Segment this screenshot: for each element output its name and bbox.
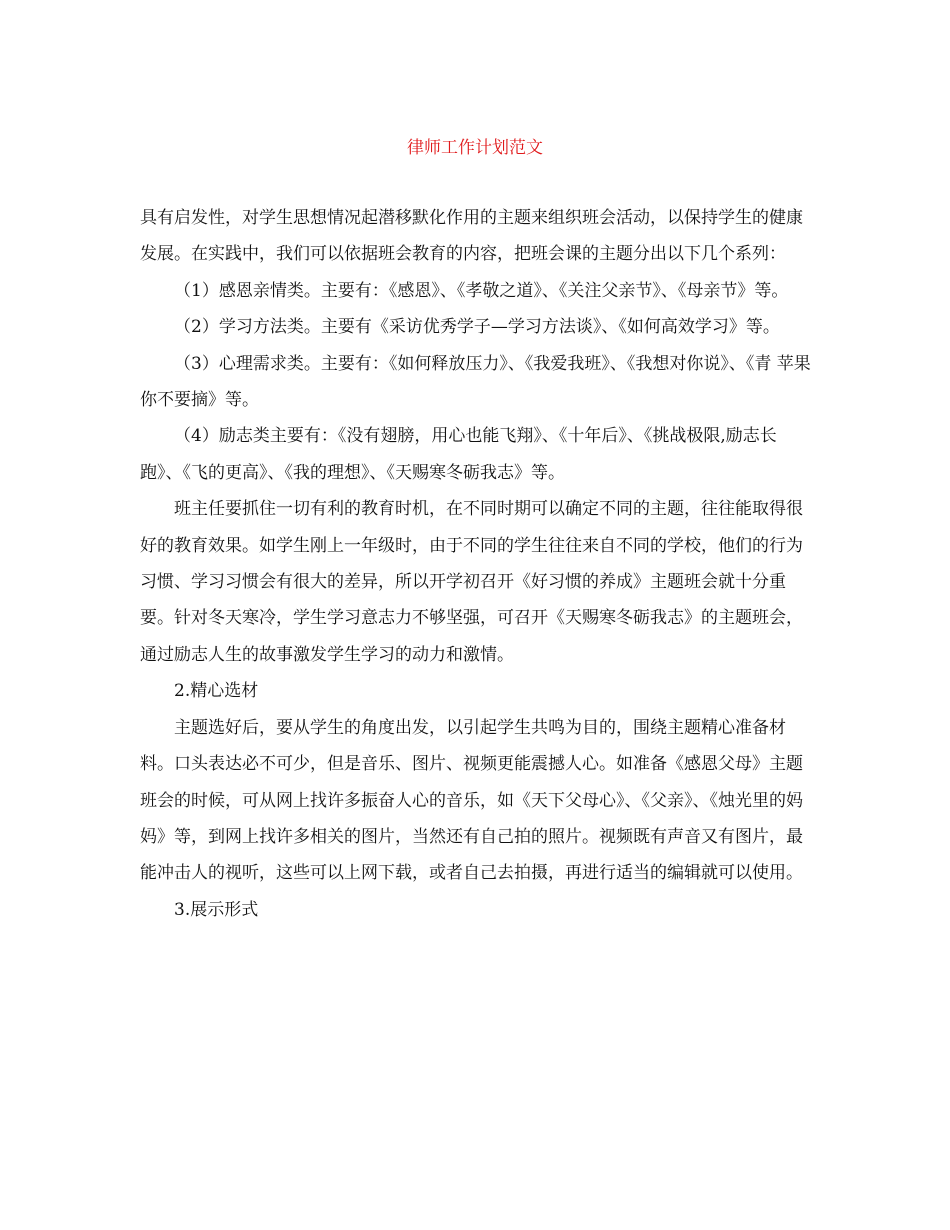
document-body: [140, 200, 812, 928]
section-heading-material: 2.精心选材: [174, 681, 259, 702]
document-title: 律师工作计划范文: [407, 138, 543, 158]
paragraph-material: 主题选好后，要从学生的角度出发，以引起学生共鸣为目的，围绕主题精心准备材料。口头表达必不可少，但是音乐、图片、视频更能震撼人心。如准备《感恩父母》主题班会的时候，可从网上找许多振奋人心的音乐，如《天下父母心》、《父亲》、《烛光里的妈妈》等，到网上找许多相关的图片，当然还有自己拍的照片。视频既有声音又有图片，最能冲击人的视听，这些可以上网下载，或者自己去拍摄，再进行适当的编辑就可以使用。: [140, 717, 803, 884]
paragraph-item-3: （3）心理需求类。主要有：《如何释放压力》、《我爱我班》、《我想对你说》、《青 苹果你不要摘》等。: [140, 353, 811, 411]
section-heading-display: 3.展示形式: [174, 899, 259, 920]
paragraph-item-1: （1）感恩亲情类。主要有：《感恩》、《孝敬之道》、《关注父亲节》、《母亲节》等。: [174, 280, 789, 301]
paragraph-intro: 具有启发性，对学生思想情况起潜移默化作用的主题来组织班会活动，以保持学生的健康发展。在实践中，我们可以依据班会教育的内容，把班会课的主题分出以下几个系列：: [140, 208, 803, 265]
paragraph-item-2: （2）学习方法类。主要有《采访优秀学子—学习方法谈》、《如何高效学习》等。: [174, 317, 780, 338]
paragraph-teacher-timing: 班主任要抓住一切有利的教育时机，在不同时期可以确定不同的主题，往往能取得很好的教育效果。如学生刚上一年级时，由于不同的学生往往来自不同的学校，他们的行为习惯、学习习惯会有很大的差异，所以开学初召开《好习惯的养成》主题班会就十分重要。针对冬天寒冷，学生学习意志力不够坚强，可召开《天赐寒冬砺我志》的主题班会，通过励志人生的故事激发学生学习的动力和激情。: [140, 499, 803, 665]
paragraph-item-4: （4）励志类主要有：《没有翅膀，用心也能飞翔》、《十年后》、《挑战极限,励志长跑》、《飞的更高》、《我的理想》、《天赐寒冬砺我志》等。: [140, 426, 777, 483]
